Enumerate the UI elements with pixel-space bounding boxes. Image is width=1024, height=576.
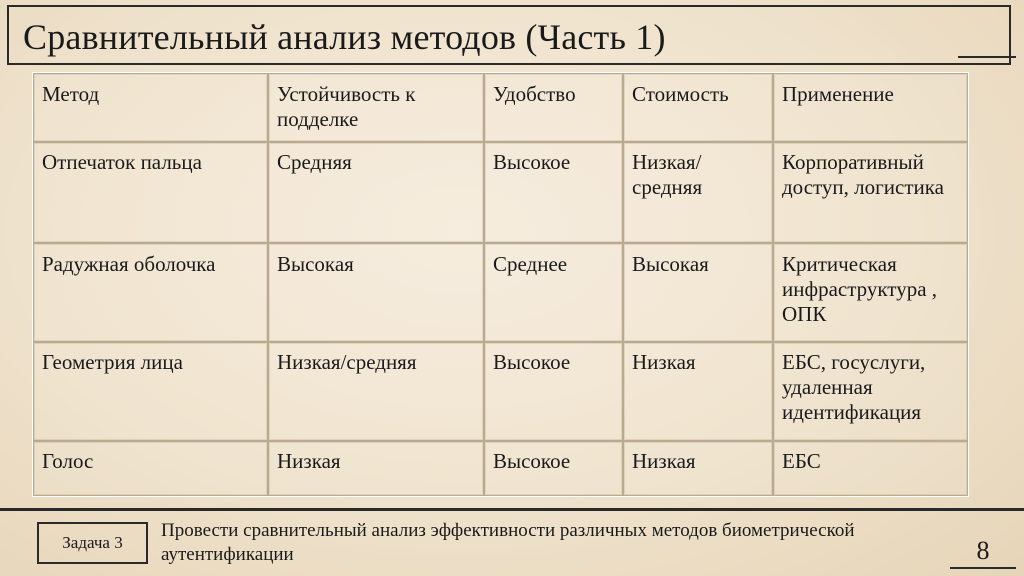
header-cell-forgery-resistance: Устойчивость к подделке <box>268 73 484 142</box>
table-cell: Корпоративный доступ, логистика <box>773 142 968 243</box>
table-cell: Высокая <box>268 243 484 342</box>
header-cell-cost: Стоимость <box>623 73 773 142</box>
table-cell: Низкая <box>623 342 773 441</box>
table-header-row <box>33 73 968 142</box>
table-cell: ЕБС <box>773 441 968 496</box>
table-cell: Низкая/ средняя <box>623 142 773 243</box>
table-row <box>33 342 968 441</box>
table-row <box>33 441 968 496</box>
table-cell: Низкая/средняя <box>268 342 484 441</box>
table-cell: Низкая <box>623 441 773 496</box>
table-cell: ЕБС, госуслуги, удаленная идентификация <box>773 342 968 441</box>
table-cell: Средняя <box>268 142 484 243</box>
footer-divider <box>0 508 1024 511</box>
table-cell: Геометрия лица <box>33 342 268 441</box>
table-cell: Высокая <box>623 243 773 342</box>
page-number-rule <box>950 567 1016 569</box>
table-cell: Низкая <box>268 441 484 496</box>
table-cell: Среднее <box>484 243 623 342</box>
title-box <box>7 5 1011 65</box>
task-label: Задача 3 <box>37 522 148 564</box>
table-cell: Критическая инфраструктура , ОПК <box>773 243 968 342</box>
table-cell: Радужная оболочка <box>33 243 268 342</box>
title-corner-rule <box>958 56 1016 58</box>
header-cell-convenience: Удобство <box>484 73 623 142</box>
table-row <box>33 142 968 243</box>
table-row <box>33 243 968 342</box>
header-cell-method: Метод <box>33 73 268 142</box>
table-cell: Отпечаток пальца <box>33 142 268 243</box>
table-cell: Высокое <box>484 441 623 496</box>
task-description: Провести сравнительный анализ эффективности различных методов биометрической аутентификации <box>161 520 855 565</box>
table-cell: Голос <box>33 441 268 496</box>
comparison-table <box>32 72 969 497</box>
table-cell: Высокое <box>484 142 623 243</box>
page-number: 8 <box>976 536 990 565</box>
header-cell-application: Применение <box>773 73 968 142</box>
slide-title: Сравнительный анализ методов (Часть 1) <box>23 17 666 57</box>
table-cell: Высокое <box>484 342 623 441</box>
